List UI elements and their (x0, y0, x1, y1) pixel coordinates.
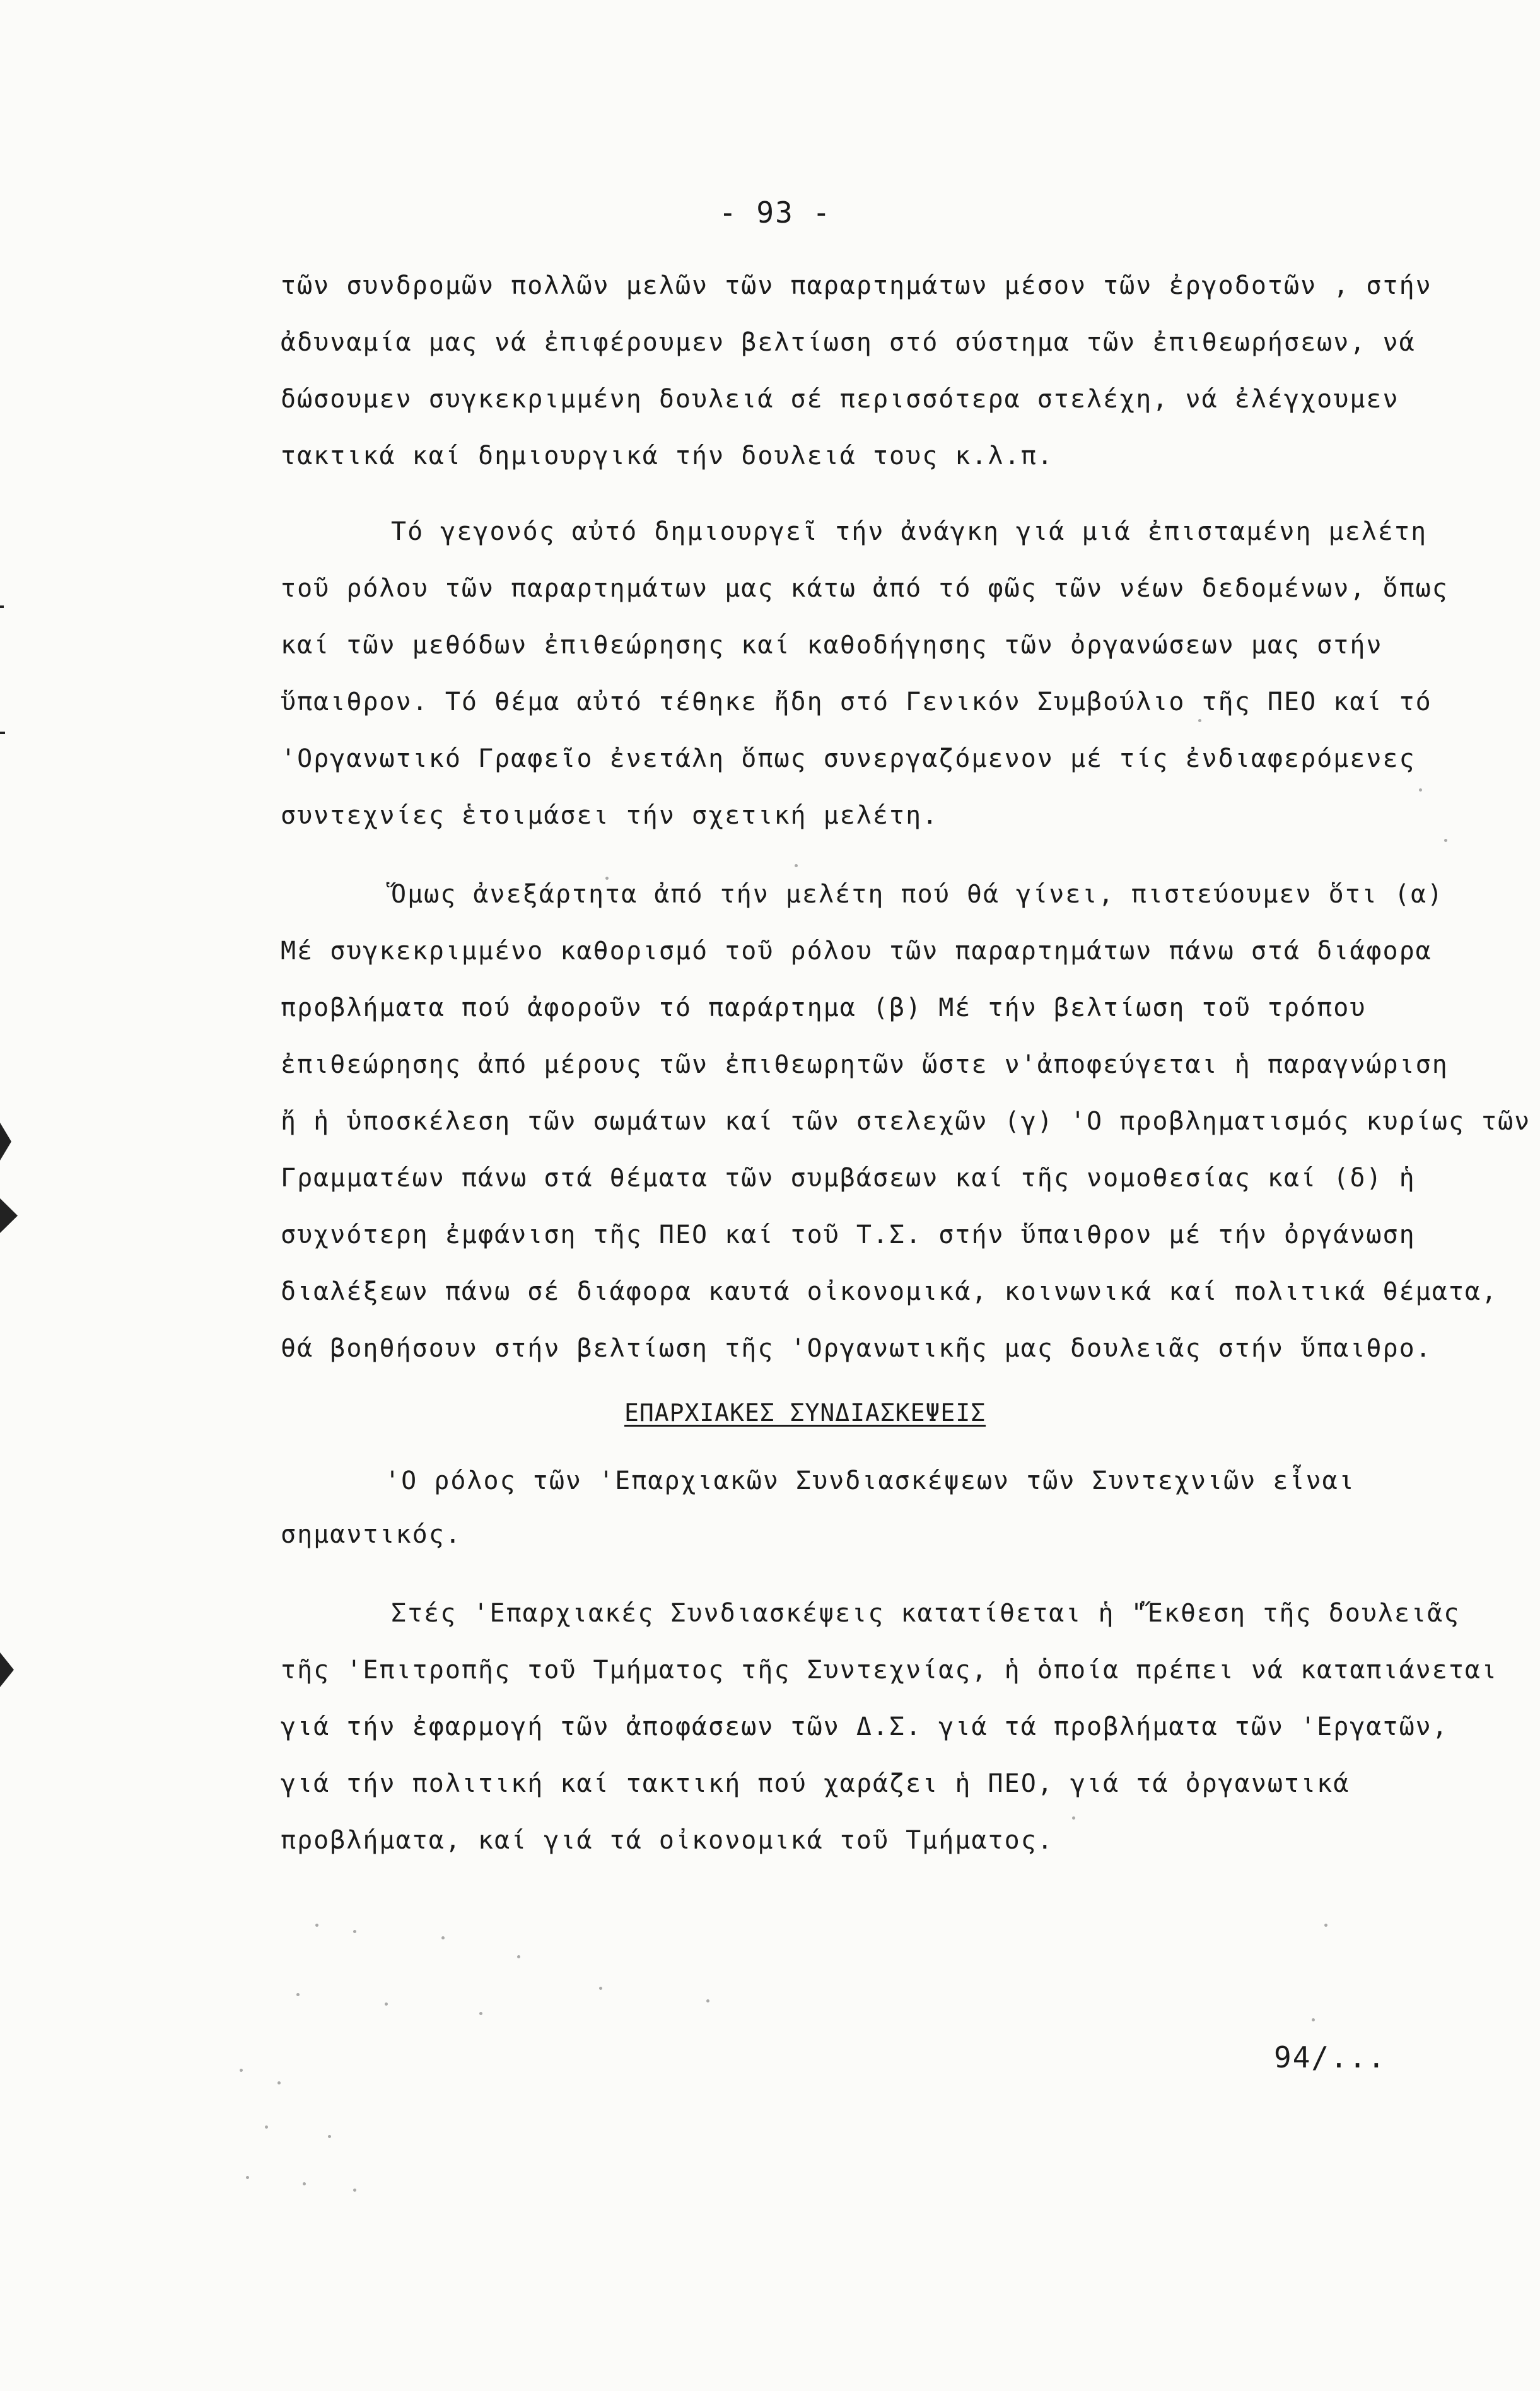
page-number: - 93 - (719, 196, 832, 230)
text-line: διαλέξεων πάνω σέ διάφορα καυτά οἰκονομικά, κοινωνικά καί πολιτικά θέματα, (281, 1277, 1498, 1306)
text-line: συχνότερη ἐμφάνιση τῆς ΠΕΟ καί τοῦ Τ.Σ. στήν ὕπαιθρον μέ τήν ὀργάνωση (281, 1220, 1416, 1249)
text-line: προβλήματα, καί γιά τά οἰκονομικά τοῦ Τμήματος. (281, 1826, 1054, 1855)
text-line: προβλήματα πού ἀφοροῦν τό παράρτημα (β) Μέ τήν βελτίωση τοῦ τρόπου (281, 993, 1367, 1022)
text-line: θά βοηθήσουν στήν βελτίωση τῆς 'Οργανωτικῆς μας δουλειᾶς στήν ὕπαιθρο. (281, 1334, 1432, 1363)
text-line: τακτικά καί δημιουργικά τήν δουλειά τους κ.λ.π. (281, 441, 1054, 471)
text-line: γιά τήν ἐφαρμογή τῶν ἀποφάσεων τῶν Δ.Σ. γιά τά προβλήματα τῶν 'Εργατῶν, (281, 1712, 1449, 1741)
text-line: Γραμματέων πάνω στά θέματα τῶν συμβάσεων καί τῆς νομοθεσίας καί (δ) ἡ (281, 1164, 1416, 1193)
text-line: γιά τήν πολιτική καί τακτική πού χαράζει ἡ ΠΕΟ, γιά τά ὀργανωτικά (281, 1769, 1350, 1798)
margin-scan-mark (0, 1123, 11, 1160)
text-line: 'Οργανωτικό Γραφεῖο ἐνετάλη ὅπως συνεργαζόμενον μέ τίς ἐνδιαφερόμενες (281, 744, 1416, 773)
text-line: ἐπιθεώρησης ἀπό μέρους τῶν ἐπιθεωρητῶν ὥστε ν'ἀποφεύγεται ἡ παραγνώριση (281, 1050, 1449, 1079)
text-line: Στές 'Επαρχιακές Συνδιασκέψεις κατατίθεται ἡ "Ἔκθεση τῆς δουλειᾶς (391, 1599, 1461, 1628)
text-line: συντεχνίες ἑτοιμάσει τήν σχετική μελέτη. (281, 801, 939, 830)
text-line: Ὅμως ἀνεξάρτητα ἀπό τήν μελέτη πού θά γίνει, πιστεύουμεν ὅτι (α) (391, 880, 1444, 909)
text-line: καί τῶν μεθόδων ἐπιθεώρησης καί καθοδήγησης τῶν ὀργανώσεων μας στήν (281, 631, 1383, 660)
continuation-marker: 94/... (1274, 2040, 1387, 2074)
text-line: τοῦ ρόλου τῶν παραρτημάτων μας κάτω ἀπό τό φῶς τῶν νέων δεδομένων, ὅπως (281, 574, 1449, 603)
text-line: σημαντικός. (281, 1520, 462, 1549)
text-line: 'Ο ρόλος τῶν 'Επαρχιακῶν Συνδιασκέψεων τῶν Συντεχνιῶν εἶναι (385, 1466, 1355, 1495)
text-line: δώσουμεν συγκεκριμμένη δουλειά σέ περισσότερα στελέχη, νά ἐλέγχουμεν (281, 385, 1399, 414)
text-line: Τό γεγονός αὐτό δημιουργεῖ τήν ἀνάγκη γιά μιά ἐπισταμένη μελέτη (391, 517, 1428, 546)
text-line: τῆς 'Επιτροπῆς τοῦ Τμήματος τῆς Συντεχνίας, ἡ ὁποία πρέπει νά καταπιάνεται (281, 1656, 1498, 1685)
text-line: Μέ συγκεκριμμένο καθορισμό τοῦ ρόλου τῶν παραρτημάτων πάνω στά διάφορα (281, 937, 1432, 966)
section-heading: ΕΠΑΡΧΙΑΚΕΣ ΣΥΝΔΙΑΣΚΕΨΕΙΣ (624, 1399, 986, 1427)
text-line: ἤ ἡ ὑποσκέλεση τῶν σωμάτων καί τῶν στελεχῶν (γ) 'Ο προβληματισμός κυρίως τῶν (281, 1107, 1531, 1136)
margin-scan-mark (0, 1652, 14, 1687)
text-line: ἀδυναμία μας νά ἐπιφέρουμεν βελτίωση στό σύστημα τῶν ἐπιθεωρήσεων, νά (281, 328, 1416, 357)
margin-scan-mark (0, 732, 5, 734)
margin-scan-mark (0, 605, 4, 608)
text-line: τῶν συνδρομῶν πολλῶν μελῶν τῶν παραρτημάτων μέσον τῶν ἐργοδοτῶν , στήν (281, 271, 1432, 300)
margin-scan-mark (0, 1198, 18, 1233)
text-line: ὕπαιθρον. Τό θέμα αὐτό τέθηκε ἤδη στό Γενικόν Συμβούλιο τῆς ΠΕΟ καί τό (281, 687, 1432, 716)
